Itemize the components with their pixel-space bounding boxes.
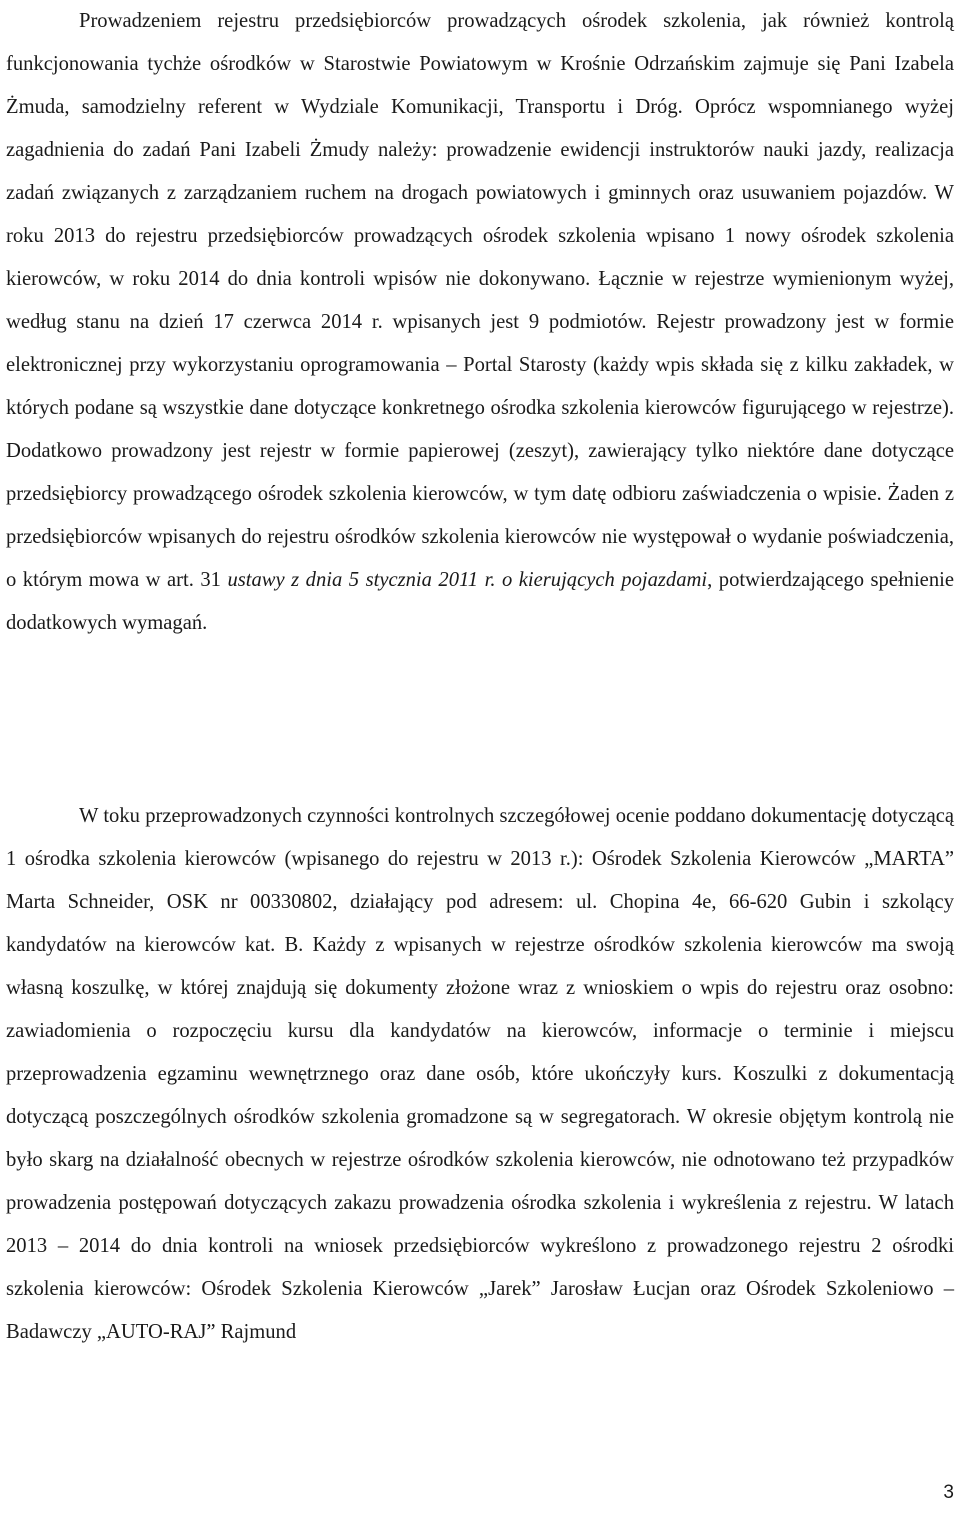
- paragraph-text: Prowadzeniem rejestru przedsiębiorców prowadzących ośrodek szkolenia, jak również kontrolą funkcjonowania tychże ośrodków w Starostwie Powiatowym w Krośnie Odrzańskim zajmuje się Pani Izabela Żmuda, samodzielny referent w Wydziale Komunikacji, Transportu i Dróg. Oprócz wspomnianego wyżej zagadnienia do zadań Pani Izabeli Żmudy należy: prowadzenie ewidencji instruktorów nauki jazdy, realizacja zadań związanych z zarządzaniem ruchem na drogach powiatowych i gminnych oraz usuwaniem pojazdów. W roku 2013 do rejestru przedsiębiorców prowadzących ośrodek szkolenia wpisano 1 nowy ośrodek szkolenia kierowców, w roku 2014 do dnia kontroli wpisów nie dokonywano. Łącznie w rejestrze wymienionym wyżej, według stanu na dzień 17 czerwca 2014 r. wpisanych jest 9 podmiotów. Rejestr prowadzony jest w formie elektronicznej przy wykorzystaniu oprogramowania – Portal Starosty (każdy wpis składa się z kilku zakładek, w których podane są wszystkie dane dotyczące konkretnego ośrodka szkolenia kierowców figurującego w rejestrze). Dodatkowo prowadzony jest rejestr w formie papierowej (zeszyt), zawierający tylko niektóre dane dotyczące przedsiębiorcy prowadzącego ośrodek szkolenia kierowców, w tym datę odbioru zaświadczenia o wpisie. Żaden z przedsiębiorców wpisanych do rejestru ośrodków szkolenia kierowców nie występował o wydanie poświadczenia, o którym mowa w art. 31: [6, 10, 954, 591]
- paragraph-text-end: , potwierdzającego spełnienie dodatkowych wymagań.: [6, 569, 954, 634]
- paragraph-inspection-findings: W toku przeprowadzonych czynności kontrolnych szczegółowej ocenie poddano dokumentację dotyczącą 1 ośrodka szkolenia kierowców (wpisanego do rejestru w 2013 r.): Ośrodek Szkolenia Kierowców „MARTA” Marta Schneider, OSK nr 00330802, działający pod adresem: ul. Chopina 4e, 66-620 Gubin i szkolący kandydatów na kierowców kat. B. Każdy z wpisanych w rejestrze ośrodków szkolenia kierowców ma swoją własną koszulkę, w której znajdują się dokumenty złożone wraz z wnioskiem o wpis do rejestru oraz osobno: zawiadomienia o rozpoczęciu kursu dla kandydatów na kierowców, informacje o terminie i miejscu przeprowadzenia egzaminu wewnętrznego oraz dane osób, które ukończyły kurs. Koszulki z dokumentacją dotyczącą poszczególnych ośrodków szkolenia gromadzone są w segregatorach. W okresie objętym kontrolą nie było skarg na działalność obecnych w rejestrze ośrodków szkolenia kierowców, nie odnotowano też przypadków prowadzenia postępowań dotyczących zakazu prowadzenia ośrodka szkolenia i wykreślenia z rejestru. W latach 2013 – 2014 do dnia kontroli na wniosek przedsiębiorców wykreślono z prowadzonego rejestru 2 ośrodki szkolenia kierowców: Ośrodek Szkolenia Kierowców „Jarek” Jarosław Łucjan oraz Ośrodek Szkoleniowo – Badawczy „AUTO-RAJ” Rajmund: [6, 805, 954, 1343]
- page-number: 3: [943, 1482, 954, 1503]
- law-citation: ustawy z dnia 5 stycznia 2011 r. o kierujących pojazdami: [227, 569, 708, 591]
- paragraph-registry-description: [6, 0, 954, 645]
